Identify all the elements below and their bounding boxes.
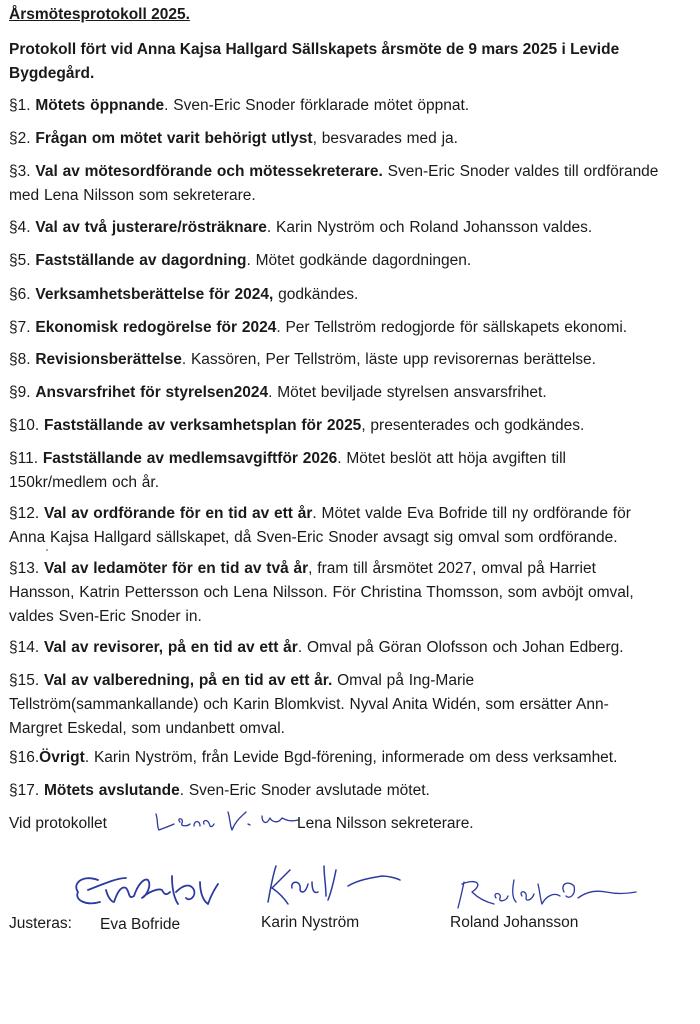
section-text: . Per Tellström redogjorde för sällskapets ekonomi. bbox=[276, 319, 628, 336]
section-number: §1. bbox=[9, 97, 36, 114]
section-11 bbox=[9, 447, 589, 495]
section-number: §9. bbox=[9, 384, 36, 401]
section-8 bbox=[9, 348, 669, 372]
section-heading: Fastställande av dagordning bbox=[35, 252, 247, 269]
section-heading: Ekonomisk redogörelse för 2024 bbox=[35, 319, 277, 336]
justerare-name-3: Roland Johansson bbox=[450, 914, 579, 931]
section-number: §4. bbox=[9, 219, 36, 236]
section-heading: Val av ledamöter för en tid av två år bbox=[43, 560, 309, 577]
section-10 bbox=[9, 414, 669, 438]
section-16 bbox=[9, 746, 669, 770]
justerare-name-1: Eva Bofride bbox=[100, 916, 181, 933]
section-text: . Mötet beviljade styrelsen ansvarsfrihet. bbox=[268, 384, 547, 401]
section-number: §5. bbox=[9, 252, 36, 269]
section-number: §13. bbox=[9, 560, 44, 577]
section-heading: Val av revisorer, på en tid av ett år bbox=[43, 639, 298, 656]
section-number: §17. bbox=[9, 782, 44, 799]
section-number: §14. bbox=[9, 639, 44, 656]
section-number: §3. bbox=[9, 163, 36, 180]
section-text: . Kassören, Per Tellström, läste upp revisorernas berättelse. bbox=[181, 351, 596, 368]
section-number: §7. bbox=[9, 319, 36, 336]
section-text: . Sven-Eric Snoder avslutade mötet. bbox=[179, 782, 430, 799]
signature-eva-bofride bbox=[68, 868, 220, 920]
section-text: Omval på Ing-Marie Tellström(sammankallande) och Karin Blomkvist. Nyval Anita Widén, som ersätter Ann-Margret Eskedal, som undanbett omval. bbox=[9, 672, 609, 737]
secretary-signature bbox=[150, 808, 300, 836]
section-number: §11. bbox=[9, 450, 43, 467]
section-heading: Övrigt bbox=[39, 749, 85, 766]
section-heading: Mötets avslutande bbox=[43, 782, 180, 799]
section-2 bbox=[9, 127, 669, 151]
section-17 bbox=[9, 779, 669, 803]
section-heading: Val av mötesordförande och mötessekreterare. bbox=[35, 163, 383, 180]
section-3 bbox=[9, 160, 669, 208]
section-heading: Revisionsberättelse bbox=[35, 351, 182, 368]
section-text: . Sven-Eric Snoder förklarade mötet öppnat. bbox=[164, 97, 470, 114]
protocol-signer: Lena Nilsson sekreterare. bbox=[297, 815, 474, 832]
section-text: Sven-Eric Snoder valdes till ordförande med Lena Nilsson som sekreterare. bbox=[9, 163, 659, 204]
section-9 bbox=[9, 381, 669, 405]
section-heading: Frågan om mötet varit behörigt utlyst bbox=[35, 130, 313, 147]
section-text: , besvarades med ja. bbox=[312, 130, 458, 147]
section-number: §8. bbox=[9, 351, 36, 368]
signature-roland-johansson bbox=[456, 874, 638, 914]
document-title: Årsmötesprotokoll 2025. bbox=[9, 6, 190, 23]
justeras-label: Justeras: bbox=[9, 915, 72, 932]
section-text: , presenterades och godkändes. bbox=[361, 417, 585, 434]
section-number: §6. bbox=[9, 286, 36, 303]
section-text: . Karin Nyström och Roland Johansson valdes. bbox=[266, 219, 593, 236]
section-text: , fram till årsmötet 2027, omval på Harriet Hansson, Katrin Pettersson och Lena Nilsson. För Christina Thomsson, som avböjt omval, valdes Sven-Eric Snoder in. bbox=[9, 560, 634, 625]
section-12 bbox=[9, 502, 669, 550]
section-heading: Val av valberedning, på en tid av ett år. bbox=[43, 672, 333, 689]
section-13 bbox=[9, 557, 639, 629]
section-15 bbox=[9, 669, 649, 741]
section-heading: Ansvarsfrihet för styrelsen2024 bbox=[35, 384, 269, 401]
section-number: §15. bbox=[9, 672, 44, 689]
section-14 bbox=[9, 636, 669, 660]
section-heading: Val av ordförande för en tid av ett år bbox=[43, 505, 313, 522]
section-number: §16. bbox=[9, 749, 40, 766]
section-number: §2. bbox=[9, 130, 36, 147]
section-heading: Fastställande av medlemsavgiftför 2026 bbox=[42, 450, 338, 467]
section-heading: Val av två justerare/rösträknare bbox=[35, 219, 267, 236]
section-number: §10. bbox=[9, 417, 44, 434]
section-text: . Karin Nyström, från Levide Bgd-förening, informerade om dess verksamhet. bbox=[84, 749, 618, 766]
section-number: §12. bbox=[9, 505, 44, 522]
scan-speck bbox=[46, 549, 48, 551]
section-7 bbox=[9, 316, 669, 340]
signature-karin-nystrom bbox=[262, 862, 404, 910]
section-4 bbox=[9, 216, 669, 240]
section-6 bbox=[9, 283, 669, 307]
section-text: godkändes. bbox=[273, 286, 359, 303]
protocol-label: Vid protokollet bbox=[9, 815, 107, 832]
justerare-name-2: Karin Nyström bbox=[261, 914, 360, 931]
document-intro: Protokoll fört vid Anna Kajsa Hallgard Sällskapets årsmöte de 9 mars 2025 i Levide Bygdegård. bbox=[9, 41, 620, 82]
section-text: . Mötet valde Eva Bofride till ny ordförande för Anna Kajsa Hallgard sällskapet, då Sven-Eric Snoder avsagt sig omval som ordförande. bbox=[9, 505, 631, 546]
section-heading: Fastställande av verksamhetsplan för 2025 bbox=[43, 417, 362, 434]
section-text: . Mötet beslöt att höja avgiften till 150kr/medlem och år. bbox=[9, 450, 566, 491]
section-5 bbox=[9, 249, 669, 273]
section-heading: Verksamhetsberättelse för 2024, bbox=[35, 286, 274, 303]
section-text: . Mötet godkände dagordningen. bbox=[246, 252, 472, 269]
section-1 bbox=[9, 94, 669, 118]
section-heading: Mötets öppnande bbox=[35, 97, 165, 114]
section-text: . Omval på Göran Olofsson och Johan Edberg. bbox=[297, 639, 624, 656]
